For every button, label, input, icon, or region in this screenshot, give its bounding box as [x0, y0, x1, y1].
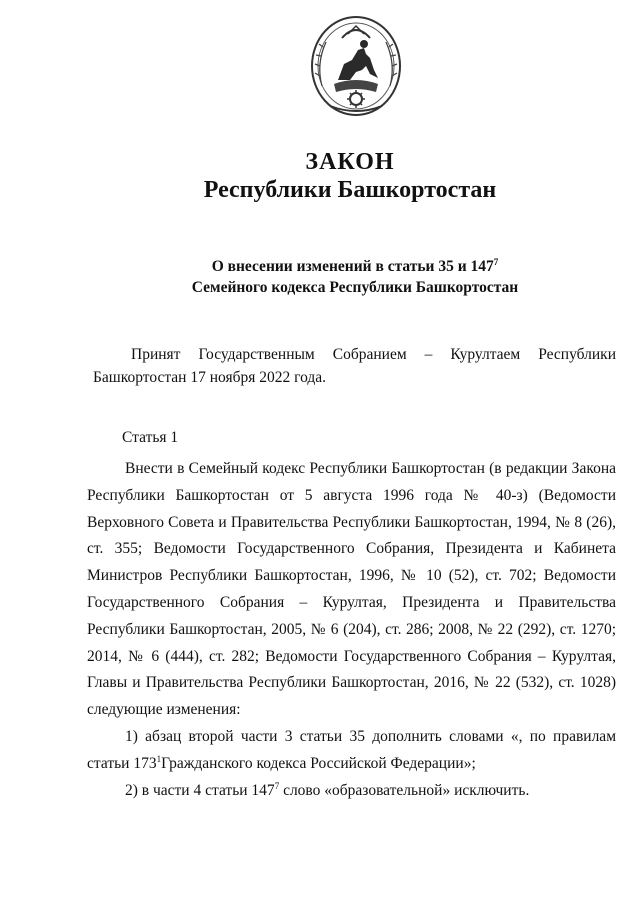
article-item-2	[87, 778, 616, 805]
item2-sup: 7	[274, 780, 280, 791]
law-subject-text: О внесении изменений в статьи 35 и 147	[211, 258, 494, 275]
article-heading: Статья 1	[122, 429, 179, 446]
item2-text: 2) в части 4 статьи 147	[125, 781, 275, 799]
bashkortostan-coat-of-arms-icon	[308, 14, 404, 118]
article-item-1	[87, 724, 616, 778]
article-body	[87, 456, 616, 804]
item2-text-end: слово «образовательной» исключить.	[279, 781, 530, 799]
item1-sup: 1	[156, 753, 162, 764]
law-title: ЗАКОН	[305, 149, 395, 175]
article-intro: Внести в Семейный кодекс Республики Башкортостан (в редакции Закона Республики Башкортостан от 5 августа 1996 года № 40-з) (Ведомости Верховного Совета и Правительства Республики Башкортостан, 1994, № 8 (26), ст. 355; Ведомости Государственного Собрания, Президента и Кабинета Министров Республики Башкортостан, 1996, № 10 (52), ст. 702; Ведомости Государственного Собрания – Курултая, Президента и Правительства Республики Башкортостан, 2005, № 6 (204), ст. 286; 2008, № 22 (292), ст. 1270; 2014, № 6 (444), ст. 282; Ведомости Государственного Собрания – Курултая, Главы и Правительства Республики Башкортостан, 2016, № 22 (532), ст. 1028) следующие изменения:	[87, 460, 616, 719]
adoption-statement: Принят Государственным Собранием – Курултаем Республики Башкортостан 17 ноября 2022 года.	[93, 346, 616, 386]
item1-text: 1) абзац второй части 3 статьи 35 дополнить словами «, по правилам статьи 173	[87, 727, 616, 772]
law-subject-line2: Семейного кодекса Республики Башкортостан	[191, 279, 519, 296]
law-subject-sup: 7	[493, 257, 499, 267]
item1-text-end: Гражданского кодекса Российской Федерации»;	[161, 754, 476, 772]
law-republic: Республики Башкортостан	[203, 177, 497, 203]
law-subject-line1	[0, 256, 640, 277]
